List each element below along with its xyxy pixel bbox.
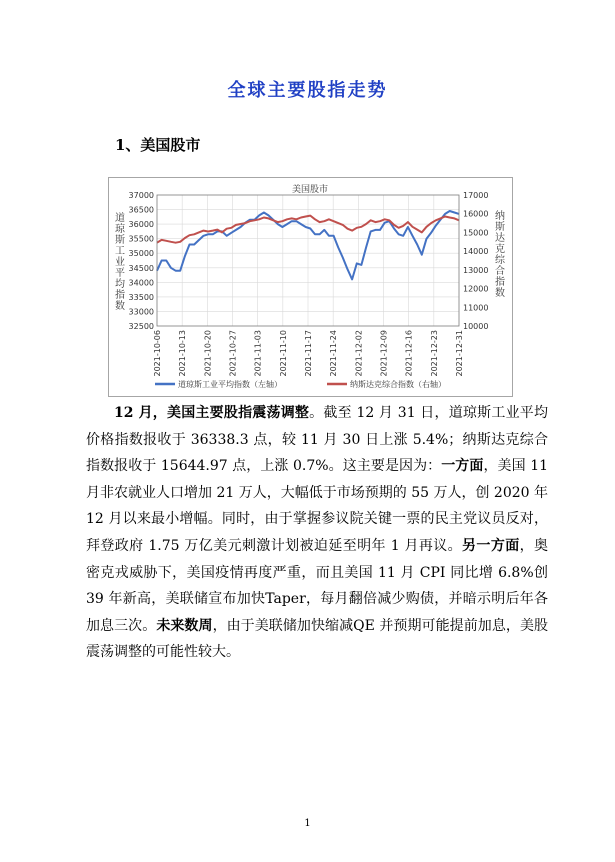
left-tick-label: 35000 (128, 249, 154, 259)
left-axis-ticks (129, 191, 154, 331)
legend (155, 379, 446, 389)
left-axis-title-char: 琼 (115, 224, 125, 235)
x-tick-label: 2021-10-06 (153, 330, 162, 377)
right-axis-title-char: 综 (495, 255, 505, 266)
paragraph-text-3: ，奥密克戎威胁下，美国疫情再度严重，而且美国 11 月 CPI 同比增 6.8%创 39 年新高，美联储宣布加快Taper，每月翻倍减少购债，并暗示明后年各加息三次。 (86, 537, 548, 634)
page-number: 1 (304, 818, 311, 829)
left-axis-title-char: 数 (115, 301, 125, 312)
right-axis-title-char: 纳 (495, 211, 505, 222)
right-axis-title-char: 指 (495, 277, 505, 288)
right-tick-label: 17000 (463, 191, 489, 200)
stock-line-chart (109, 178, 512, 396)
right-tick-label: 12000 (463, 284, 489, 294)
body-paragraph (86, 400, 548, 666)
grid-lines (157, 195, 459, 326)
legend-label-nasdaq: 纳斯达克综合指数（右轴） (350, 380, 446, 389)
right-tick-label: 10000 (463, 322, 489, 331)
left-tick-label: 33500 (128, 292, 154, 302)
x-tick-label: 2021-11-24 (329, 330, 339, 377)
left-axis-title-char: 指 (115, 290, 125, 301)
chart-container (108, 177, 513, 397)
section-heading: 1、美国股市 (115, 136, 201, 154)
left-tick-label: 33000 (128, 307, 154, 317)
left-tick-label: 32500 (128, 322, 154, 331)
chart-title: 美国股市 (291, 185, 329, 195)
left-tick-label: 34500 (128, 263, 154, 273)
left-axis-title-char: 斯 (115, 235, 125, 246)
lead-bold: 12 月，美国主要股指震荡调整 (114, 405, 310, 421)
left-axis-title-char: 业 (115, 257, 125, 268)
left-axis-title-char: 工 (115, 246, 125, 257)
x-tick-label: 2021-10-13 (178, 330, 188, 377)
left-axis-title-char: 均 (115, 279, 125, 290)
bold-phrase-2: 一方面 (441, 458, 484, 475)
x-tick-label: 2021-10-20 (203, 330, 213, 377)
right-axis-title (495, 209, 506, 299)
right-axis-title-char: 斯 (495, 222, 505, 233)
right-axis-title-char: 克 (495, 244, 505, 255)
x-tick-label: 2021-12-31 (455, 330, 464, 377)
x-tick-label: 2021-12-09 (379, 330, 389, 377)
left-tick-label: 36500 (128, 205, 154, 215)
left-tick-label: 37000 (128, 191, 154, 200)
x-tick-label: 2021-12-16 (404, 330, 414, 377)
x-tick-label: 2021-12-02 (354, 330, 364, 377)
x-tick-label: 2021-11-17 (304, 330, 313, 377)
right-axis-title-char: 合 (495, 266, 505, 277)
paragraph-text-2: ，美国 11 月非农就业人口增加 21 万人，大幅低于市场预期的 55 万人，创 2020 年 12 月以来最小增幅。同时，由于掌握参议院关键一票的民主党议员反对，拜登政府 1.75 万亿美元刺激计划被迫延至明年 1 月再议。 (86, 458, 549, 554)
x-tick-label: 2021-11-03 (253, 330, 263, 377)
bold-phrase-4: 未来数周 (156, 617, 213, 634)
paragraph-1 (86, 400, 548, 666)
right-tick-label: 13000 (463, 265, 489, 275)
bold-phrase-3: 另一方面 (462, 537, 520, 554)
x-axis-ticks (153, 330, 464, 377)
right-tick-label: 14000 (463, 247, 489, 257)
x-tick-label: 2021-11-10 (278, 330, 288, 377)
page-title: 全球主要股指走势 (227, 80, 388, 101)
paragraph-text-1: 。截至 12 月 31 日，道琼斯工业平均价格指数报收于 36338.3 点，较 11 月 30 日上涨 5.4%；纳斯达克综合指数报收于 15644.97 点，上涨 0.7%。这主要是因为： (86, 405, 548, 475)
left-tick-label: 36000 (128, 220, 154, 230)
x-tick-label: 2021-12-23 (429, 330, 439, 377)
right-tick-label: 15000 (463, 228, 489, 238)
right-tick-label: 16000 (463, 209, 489, 219)
left-axis-title (115, 211, 126, 312)
right-axis-ticks (463, 191, 488, 331)
right-axis-title-char: 数 (495, 288, 505, 299)
left-tick-label: 34000 (128, 278, 154, 288)
x-tick-label: 2021-10-27 (228, 330, 238, 377)
left-tick-label: 35500 (128, 234, 154, 244)
left-axis-title-char: 平 (115, 268, 125, 279)
right-tick-label: 11000 (463, 303, 489, 313)
paragraph-text-4: ，由于美联储加快缩减QE 并预期可能提前加息，美股震荡调整的可能性较大。 (86, 617, 549, 661)
legend-label-dow: 道琼斯工业平均指数（左轴） (178, 380, 282, 389)
left-axis-title-char: 道 (115, 213, 125, 224)
right-axis-title-char: 达 (495, 233, 505, 244)
